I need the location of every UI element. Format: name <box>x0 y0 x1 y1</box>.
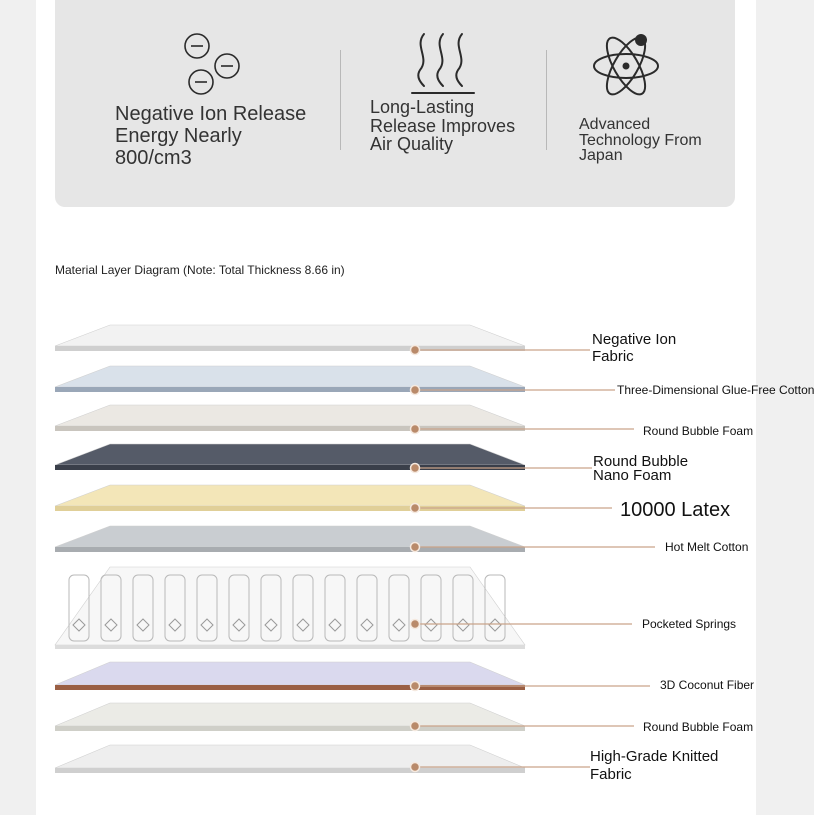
layer-marker-10 <box>411 763 420 772</box>
layer-7 <box>55 567 525 645</box>
layer-label-5: 10000 Latex <box>620 499 731 521</box>
layer-marker-3 <box>411 425 420 434</box>
layer-7-edge <box>55 645 525 649</box>
layer-9-edge <box>55 726 525 731</box>
layer-8 <box>55 662 525 685</box>
layer-10 <box>55 745 525 768</box>
layer-marker-5 <box>411 504 420 513</box>
layer-9 <box>55 703 525 726</box>
layer-6-edge <box>55 547 525 552</box>
layer-label-8: 3D Coconut Fiber <box>660 678 755 692</box>
layer-2 <box>55 366 525 387</box>
layer-label-4: Round Bubble Nano Foam <box>593 453 689 484</box>
feature-1-text: Negative Ion Release Energy Nearly 800/cm3 <box>115 103 307 169</box>
layer-marker-8 <box>411 682 420 691</box>
layer-1 <box>55 325 525 346</box>
layer-marker-6 <box>411 543 420 552</box>
layer-marker-1 <box>411 346 420 355</box>
layer-4 <box>55 444 525 465</box>
layer-label-1: Negative Ion Fabric <box>592 331 677 365</box>
diagram-title: Material Layer Diagram (Note: Total Thickness 8.66 in) <box>55 263 345 277</box>
layer-label-10: High-Grade Knitted Fabric <box>590 748 719 783</box>
layer-label-9: Round Bubble Foam <box>643 720 754 734</box>
feature-3-text: Advanced Technology From Japan <box>579 116 702 164</box>
layer-label-6: Hot Melt Cotton <box>665 540 749 554</box>
layer-5 <box>55 485 525 506</box>
layer-label-3: Round Bubble Foam <box>643 424 754 438</box>
layer-label-2: Three-Dimensional Glue-Free Cotton <box>617 383 814 397</box>
layer-marker-7 <box>411 620 420 629</box>
layer-marker-4 <box>411 464 420 473</box>
layer-6 <box>55 526 525 547</box>
layer-10-edge <box>55 768 525 773</box>
feature-2-text: Long-Lasting Release Improves Air Quality <box>370 97 516 154</box>
layer-marker-9 <box>411 722 420 731</box>
layer-3 <box>55 405 525 426</box>
layer-label-7: Pocketed Springs <box>642 617 737 631</box>
layer-marker-2 <box>411 386 420 395</box>
